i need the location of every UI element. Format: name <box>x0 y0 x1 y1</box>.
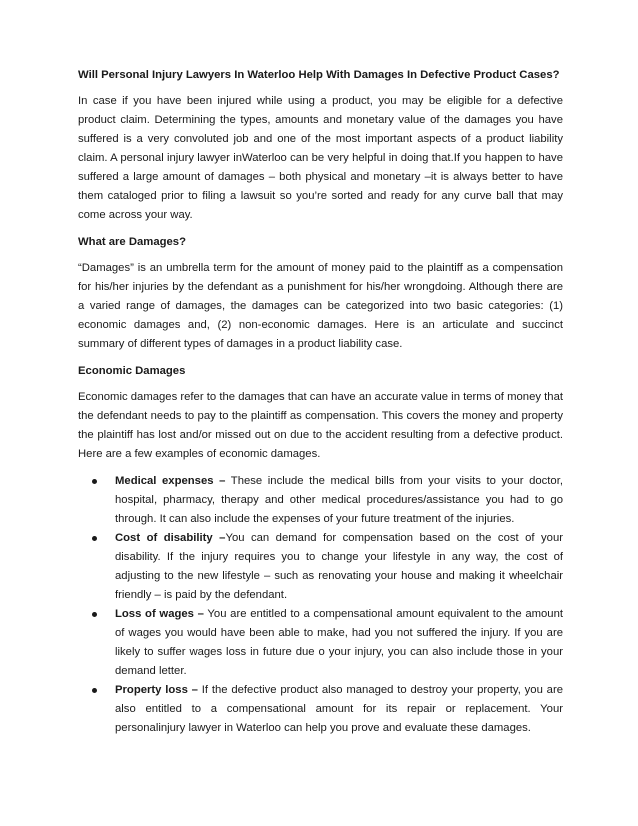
section-heading-what-are-damages: What are Damages? <box>78 236 186 248</box>
section-heading-economic-damages: Economic Damages <box>78 365 186 377</box>
economic-damages-paragraph: Economic damages refer to the damages that can have an accurate value in terms of money that the defendant needs to pay to the plaintiff as compensation. This covers the money and property the plaintiff has lost and/or missed out on due to the accident resulting from a defective product. Here are a few examples of economic damages. <box>78 391 563 460</box>
damages-definition-paragraph: “Damages” is an umbrella term for the amount of money paid to the plaintiff as a compensation for his/her injuries by the defendant as a punishment for his/her wrongdoing. Although there are a varied range of damages, the damages can be categorized into two basic categories: (1) economic damages and, (2) non-economic damages. Here is an articulate and succinct summary of different types of damages in a product liability case. <box>78 262 563 350</box>
list-item-term: Cost of disability – <box>115 532 226 544</box>
bullet-icon <box>92 688 97 693</box>
list-item-property-loss <box>78 681 563 738</box>
list-item-text: You can demand for compensation based on the cost of your disability. If the injury requires you to change your lifestyle in any way, the cost of adjusting to the new lifestyle – such as renovating your house and making it wheelchair friendly – is paid by the defendant. <box>115 532 564 601</box>
list-item-cost-of-disability <box>78 529 563 605</box>
list-item-loss-of-wages <box>78 605 563 681</box>
document-page <box>78 66 563 738</box>
list-item-term: Loss of wages – <box>115 608 204 620</box>
economic-damages-list <box>78 472 563 738</box>
bullet-icon <box>92 612 97 617</box>
list-item-text: If the defective product also managed to destroy your property, you are also entitled to a compensational amount for its repair or replacement. Your personalinjury lawyer in Waterloo can help you prove and evaluate these damages. <box>115 684 563 734</box>
list-item-text: You are entitled to a compensational amount equivalent to the amount of wages you would have been able to make, had you not suffered the injury. If you are likely to suffer wages loss in future due o your injury, you can also include those in your demand letter. <box>115 608 564 677</box>
document-title: Will Personal Injury Lawyers In Waterloo Help With Damages In Defective Product Cases? <box>78 69 560 81</box>
bullet-icon <box>92 479 97 484</box>
bullet-icon <box>92 536 97 541</box>
list-item-text: These include the medical bills from your visits to your doctor, hospital, pharmacy, therapy and other medical procedures/assistance you had to go through. It can also include the expenses of your future treatment of the injuries. <box>115 475 563 525</box>
intro-paragraph: In case if you have been injured while using a product, you may be eligible for a defective product claim. Determining the types, amounts and monetary value of the damages you have suffered is a very convoluted job and one of the most important aspects of a product liability claim. A personal injury lawyer inWaterloo can be very helpful in doing that.If you happen to have suffered a large amount of damages – both physical and monetary –it is always better to have them cataloged prior to filing a lawsuit so you’re sorted and ready for any curve ball that may come across your way. <box>78 95 563 221</box>
list-item-medical-expenses <box>78 472 563 529</box>
list-item-term: Medical expenses – <box>115 475 226 487</box>
list-item-term: Property loss – <box>115 684 198 696</box>
